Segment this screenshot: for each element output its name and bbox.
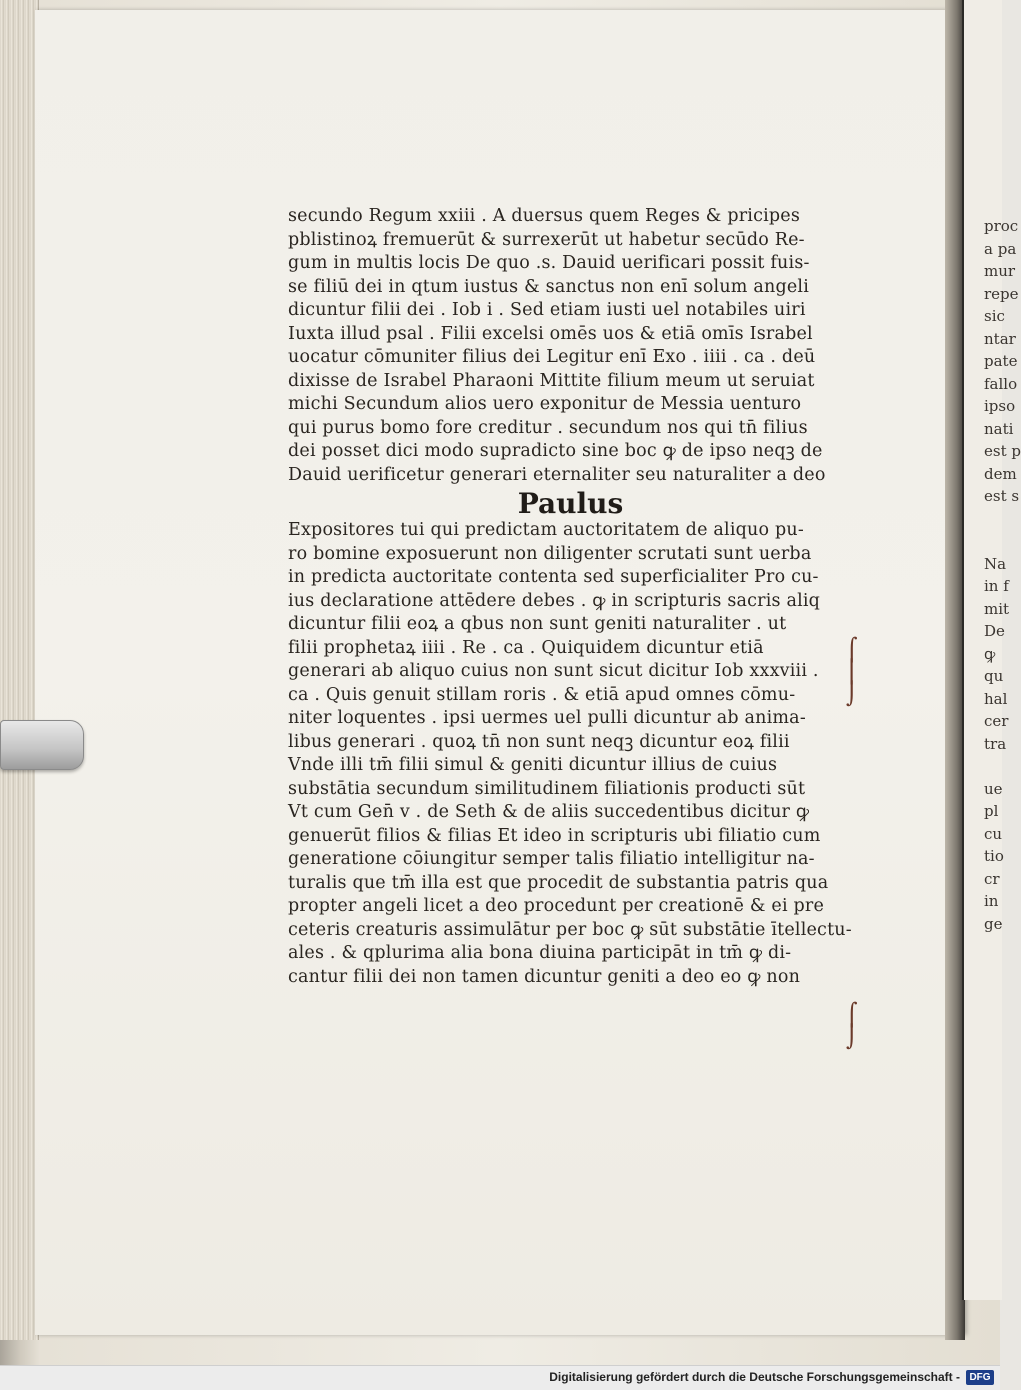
text-line: generari ab aliquo cuius non sunt sicut dicitur Iob xxxviii . <box>288 661 819 681</box>
facing-page-line: pl <box>984 802 999 820</box>
facing-page-text <box>964 215 1021 935</box>
facing-page-line: qu <box>984 667 1004 685</box>
facing-page-line: cer <box>984 712 1009 730</box>
text-line: secundo Regum xxiii . A duersus quem Reges & pricipes <box>288 206 801 226</box>
text-line: dicuntur filii dei . Iob i . Sed etiam iusti uel notabiles uiri <box>288 300 806 320</box>
facing-page-line: mur <box>984 262 1016 280</box>
text-after-heading <box>288 519 853 989</box>
text-before-heading <box>288 205 853 487</box>
text-line: propter angeli licet a deo procedunt per creationē & ei pre <box>288 896 825 916</box>
text-line: generatione cōiungitur semper talis filiatio intelligitur na- <box>288 849 815 869</box>
text-line: dicuntur filii eoꝝ a qbus non sunt geniti naturaliter . ut <box>288 614 787 634</box>
text-line: niter loquentes . ipsi uermes uel pulli dicuntur ab anima- <box>288 708 806 728</box>
facing-page-line: ntar <box>984 329 1016 348</box>
facing-page-line: proc <box>984 217 1019 235</box>
margin-bracket-mark: ⌠ ⎮ ⌡ <box>846 638 858 707</box>
facing-page-line: hal <box>984 689 1008 708</box>
facing-page-fragment <box>962 0 1021 1300</box>
text-line: cantur filii dei non tamen dicuntur geniti a deo eo ꝙ non <box>288 966 801 987</box>
facing-page-line: ꝙ <box>984 644 996 663</box>
facing-page-line: in f <box>984 577 1009 595</box>
text-line: turalis que tm̄ illa est que procedit de substantia patris qua <box>288 872 829 893</box>
text-line: libus generari . quoꝝ tn̄ non sunt neqꝫ dicuntur eoꝝ filii <box>288 731 790 752</box>
facing-page-line: pate <box>984 352 1018 370</box>
text-line: pblistinoꝝ fremuerūt & surrexerūt ut habetur secūdo Re- <box>288 229 805 250</box>
facing-page-line: tra <box>984 734 1007 753</box>
footer-bar <box>0 1365 1000 1390</box>
text-line: Vnde illi tm̄ filii simul & geniti dicuntur illius de cuius <box>288 755 778 775</box>
text-line: uocatur cōmuniter filius dei Legitur enī Exo . iiii . ca . deū <box>288 347 816 367</box>
dfg-logo: DFG <box>966 1370 994 1385</box>
facing-page-line: dem <box>984 464 1017 483</box>
facing-page-line: ipso <box>984 397 1016 415</box>
text-line: in predicta auctoritate contenta sed superficialiter Pro cu- <box>288 567 819 587</box>
text-line: ro bomine exposuerunt non diligenter scrutati sunt uerba <box>288 543 812 564</box>
facing-page-line <box>964 530 1021 553</box>
facing-page-line <box>964 508 1021 531</box>
facing-page-line: ue <box>984 779 1003 798</box>
text-line: Vt cum Gen̄ v . de Seth & de aliis succedentibus dicitur ꝙ <box>288 802 810 822</box>
main-text-block <box>288 205 853 989</box>
text-line: genuerūt filios & filias Et ideo in scripturis ubi filiatio cum <box>288 825 821 846</box>
text-line: Dauid uerificetur generari eternaliter seu naturaliter a deo <box>288 464 826 485</box>
text-line: se filiū dei in qtum iustus & sanctus non enī solum angeli <box>288 276 810 297</box>
text-line: dixisse de Israbel Pharaoni Mittite filium meum ut seruiat <box>288 370 815 391</box>
facing-page-line: ge <box>984 914 1003 933</box>
margin-bracket-mark: ⌠ ⌡ <box>846 1003 858 1050</box>
facing-page-line: cr <box>984 869 1000 888</box>
facing-page-line: mit <box>984 599 1010 618</box>
section-heading: Paulus <box>517 487 624 520</box>
facing-page-line: sic <box>984 307 1005 325</box>
page-stack-edge <box>0 0 39 1340</box>
text-line: qui purus bomo fore creditur . secundum nos qui tn̄ filius <box>288 417 808 438</box>
text-line: ca . Quis genuit stillam roris . & etiā apud omnes cōmu- <box>288 684 796 705</box>
text-line: gum in multis locis De quo .s. Dauid uerificari possit fuis- <box>288 253 810 273</box>
text-line: Expositores tui qui predictam auctoritatem de aliquo pu- <box>288 520 804 540</box>
facing-page-line: in <box>984 892 999 910</box>
footer-credit: Digitalisierung gefördert durch die Deutsche Forschungsgemeinschaft - <box>549 1370 960 1384</box>
facing-page-line: Na <box>984 554 1007 573</box>
facing-page-line: a pa <box>984 239 1017 258</box>
facing-page-line: tio <box>984 847 1004 865</box>
facing-page-line: cu <box>984 824 1003 843</box>
facing-page-line: fallo <box>984 374 1018 393</box>
text-line: ales . & qplurima alia bona diuina participāt in tm̄ ꝙ di- <box>288 943 792 963</box>
text-line: filii prophetaꝝ iiii . Re . ca . Quiquidem dicuntur etiā <box>288 637 764 658</box>
text-line: Iuxta illud psal . Filii excelsi omēs uos & etiā omīs Israbel <box>288 323 813 344</box>
facing-page-line: De <box>984 622 1005 640</box>
facing-page-line: est s <box>984 487 1020 505</box>
facing-page-line: nati <box>984 419 1014 438</box>
text-line: dei posset dici modo supradicto sine boc ꝙ de ipso neqꝫ de <box>288 441 823 461</box>
facing-page-line: est p <box>984 442 1021 460</box>
facing-page-line: repe <box>984 284 1019 303</box>
text-line: ius declaratione attēdere debes . ꝙ in scripturis sacris aliq <box>288 590 821 611</box>
text-line: ceteris creaturis assimulātur per boc ꝙ sūt substātie ītellectu- <box>288 919 852 940</box>
text-line: substātia secundum similitudinem filiationis producti sūt <box>288 778 806 799</box>
facing-page-line <box>964 755 1021 778</box>
page-clip <box>0 720 84 770</box>
text-line: michi Secundum alios uero exponitur de Messia uenturo <box>288 394 802 414</box>
